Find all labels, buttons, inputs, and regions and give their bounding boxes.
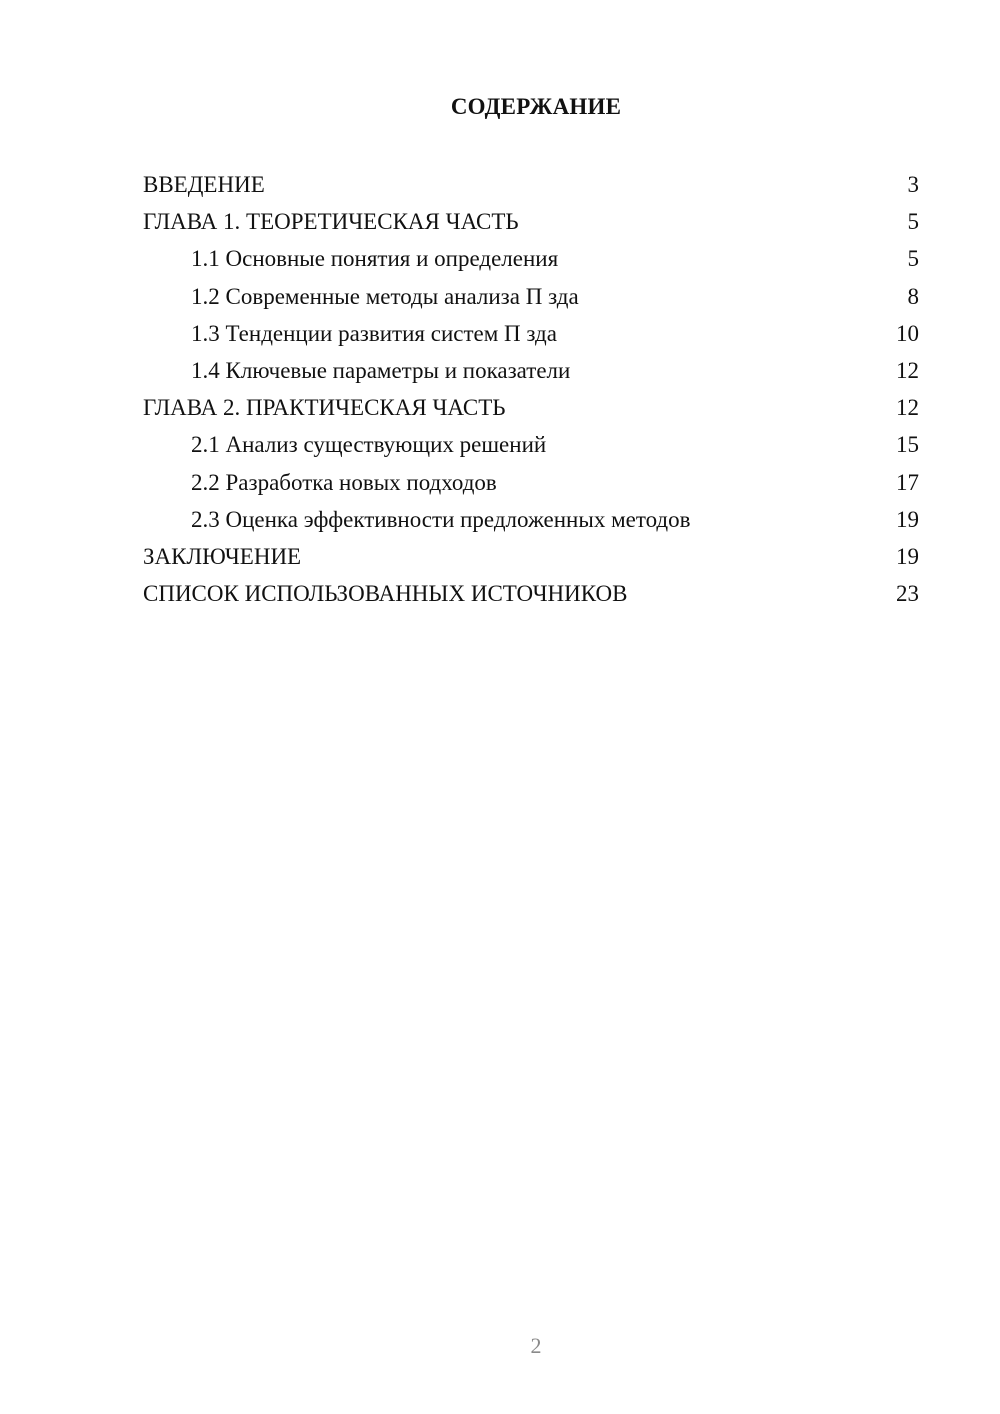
toc-entry-section-2-2[interactable] xyxy=(143,464,919,501)
toc-entry-label: ГЛАВА 1. ТЕОРЕТИЧЕСКАЯ ЧАСТЬ xyxy=(143,209,519,235)
toc-entry-label: СПИСОК ИСПОЛЬЗОВАННЫХ ИСТОЧНИКОВ xyxy=(143,581,628,607)
toc-entry-section-1-3[interactable] xyxy=(143,315,919,352)
toc-entry-label: 1.2 Современные методы анализа П зда xyxy=(191,283,579,309)
toc-entry-section-1-1[interactable] xyxy=(143,240,919,277)
toc-entry-chapter-2[interactable] xyxy=(143,389,919,426)
toc-entry-label: 1.1 Основные понятия и определения xyxy=(191,246,559,272)
table-of-contents xyxy=(143,166,919,612)
toc-entry-label: 2.1 Анализ существующих решений xyxy=(191,432,547,458)
toc-entry-section-1-4[interactable] xyxy=(143,352,919,389)
toc-entry-label: 2.3 Оценка эффективности предложенных методов xyxy=(191,506,691,532)
toc-entry-chapter-1[interactable] xyxy=(143,203,919,240)
toc-entry-label: ГЛАВА 2. ПРАКТИЧЕСКАЯ ЧАСТЬ xyxy=(143,395,506,421)
toc-entry-page: 15 xyxy=(896,432,919,458)
toc-entry-label: ВВЕДЕНИЕ xyxy=(143,172,265,197)
toc-entry-page: 19 xyxy=(896,543,919,569)
toc-entry-page: 12 xyxy=(896,395,919,421)
toc-entry-label: ЗАКЛЮЧЕНИЕ xyxy=(143,543,302,569)
toc-entry-references[interactable] xyxy=(143,575,919,612)
toc-entry-introduction[interactable] xyxy=(143,166,919,203)
toc-entry-label: 2.2 Разработка новых подходов xyxy=(191,469,497,495)
toc-entry-section-2-3[interactable] xyxy=(143,501,919,538)
toc-entry-label: 1.3 Тенденции развития систем П зда xyxy=(191,320,557,346)
toc-entry-page: 12 xyxy=(896,357,919,383)
toc-entry-section-1-2[interactable] xyxy=(143,278,919,315)
toc-entry-label: 1.4 Ключевые параметры и показатели xyxy=(191,357,571,383)
toc-entry-page: 17 xyxy=(896,469,919,495)
toc-entry-page: 10 xyxy=(896,320,919,346)
page-title: СОДЕРЖАНИЕ xyxy=(450,94,622,119)
toc-entry-page: 5 xyxy=(907,209,919,235)
toc-entry-page: 5 xyxy=(907,246,919,272)
page-number: 2 xyxy=(530,1333,542,1358)
toc-entry-page: 23 xyxy=(896,581,919,607)
toc-entry-page: 19 xyxy=(896,506,919,532)
toc-entry-conclusion[interactable] xyxy=(143,538,919,575)
toc-entry-section-2-1[interactable] xyxy=(143,426,919,463)
toc-entry-page: 8 xyxy=(907,283,919,309)
toc-entry-page: 3 xyxy=(907,172,919,197)
